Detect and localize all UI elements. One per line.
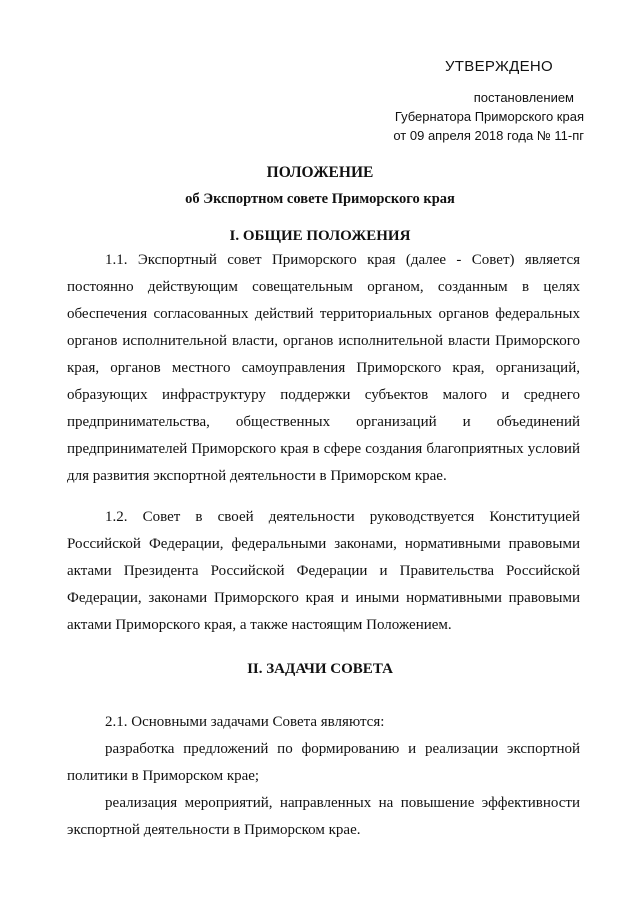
paragraph-1-1: 1.1. Экспортный совет Приморского края (далее - Совет) является постоянно действующим совещательным органом, созданным в целях обеспечения согласованных действий территориальных органов федеральных органов исполнительной власти, органов исполнительной власти Приморского края, органов местного самоуправления Приморского края, организаций, образующих инфраструктуру поддержки субъектов малого и среднего предпринимательства, общественных организаций и объединений предпринимателей Приморского края в сфере создания благоприятных условий для развития экспортной деятельности в Приморском крае. bbox=[67, 252, 580, 484]
section-heading-tasks: II. ЗАДАЧИ СОВЕТА bbox=[247, 661, 393, 677]
approval-title: УТВЕРЖДЕНО bbox=[444, 58, 554, 75]
approval-line-decree: постановлением bbox=[473, 90, 574, 105]
approval-line-date: от 09 апреля 2018 года № 11-пг bbox=[393, 128, 584, 143]
document-title: ПОЛОЖЕНИЕ bbox=[266, 164, 374, 181]
document-subtitle: об Экспортном совете Приморского края bbox=[185, 191, 455, 207]
approval-stamp bbox=[374, 58, 584, 145]
paragraph-2-1: 2.1. Основными задачами Совета являются: bbox=[105, 714, 385, 730]
paragraph-2-1-item-2: реализация мероприятий, направленных на повышение эффективности экспортной деятельности в Приморском крае. bbox=[67, 795, 580, 838]
section-heading-general: I. ОБЩИЕ ПОЛОЖЕНИЯ bbox=[229, 228, 411, 244]
paragraph-2-1-item-1: разработка предложений по формированию и реализации экспортной политики в Приморском крае; bbox=[67, 741, 580, 784]
paragraph-1-2: 1.2. Совет в своей деятельности руководствуется Конституцией Российской Федерации, федеральными законами, нормативными правовыми актами Президента Российской Федерации и Правительства Российской Федерации, законами Приморского края и иными нормативными правовыми актами Приморского края, а также настоящим Положением. bbox=[67, 509, 580, 633]
approval-line-governor: Губернатора Приморского края bbox=[394, 109, 584, 124]
